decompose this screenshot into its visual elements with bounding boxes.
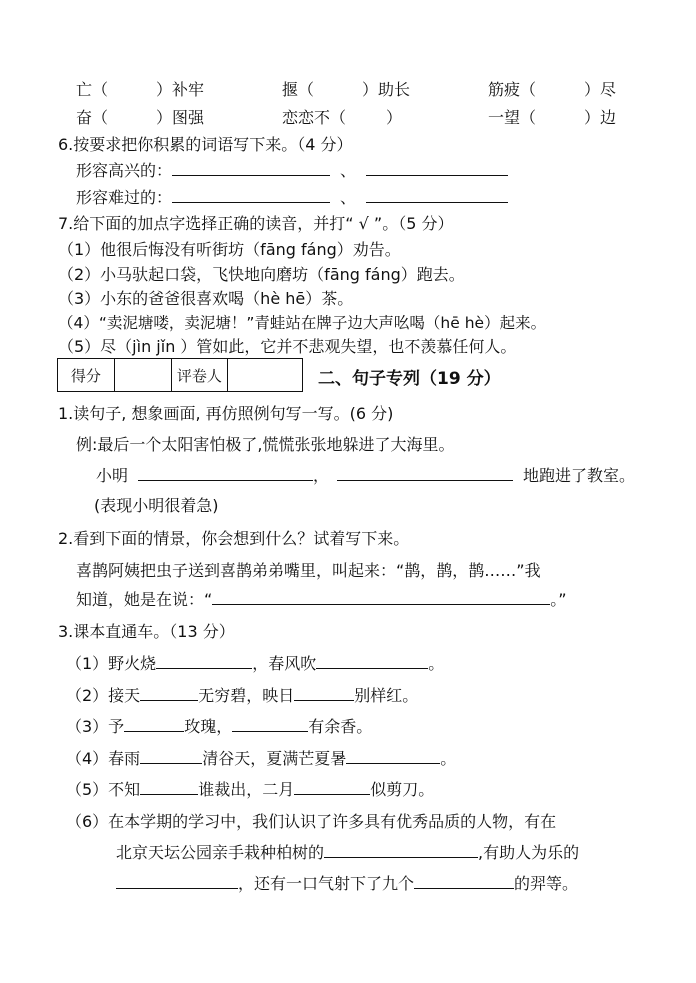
s3-item-6-line-3 bbox=[116, 874, 578, 894]
idiom-3-start: 筋疲（ bbox=[488, 80, 537, 99]
s1-answer-row bbox=[96, 466, 635, 486]
s3-item-3 bbox=[66, 717, 372, 737]
s3-item-4-c: 。 bbox=[440, 749, 457, 768]
score-label: 得分 bbox=[58, 359, 115, 392]
idiom-6-end: ）边 bbox=[584, 108, 617, 127]
s1-blank-2[interactable] bbox=[337, 466, 513, 481]
s3-item-3-c: 有余香。 bbox=[308, 717, 373, 736]
q6-sep-2: 、 bbox=[340, 188, 357, 207]
s3-item-6-b: 北京天坛公园亲手栽种柏树的 bbox=[116, 843, 325, 862]
s2-line-1: 喜鹊阿姨把虫子送到喜鹊弟弟嘴里，叫起来：“鹊，鹊，鹊……”我 bbox=[76, 561, 541, 580]
s3-item-5-c: 似剪刀。 bbox=[370, 780, 435, 799]
s3-item-1-blank-1[interactable] bbox=[156, 654, 252, 669]
s3-item-4-b: 清谷天，夏满芒夏暑 bbox=[202, 749, 347, 768]
q6-sep-1: 、 bbox=[340, 161, 357, 180]
s2-line-2-end: 。” bbox=[550, 590, 567, 609]
idiom-2-start: 揠（ bbox=[282, 80, 315, 99]
s3-item-5 bbox=[66, 780, 434, 800]
idiom-1-end: ）补牢 bbox=[156, 80, 205, 99]
s3-item-6-line-2 bbox=[116, 843, 579, 863]
idiom-4-end: ）图强 bbox=[156, 108, 205, 127]
idiom-row-2b bbox=[282, 108, 402, 128]
s3-item-2 bbox=[66, 686, 418, 706]
idiom-row-1c bbox=[488, 80, 616, 100]
s3-title: 3.课本直通车。（13 分） bbox=[58, 622, 235, 641]
s3-item-1-blank-2[interactable] bbox=[316, 654, 428, 669]
idiom-row-2 bbox=[76, 108, 204, 128]
s3-item-6-blank-2[interactable] bbox=[116, 874, 238, 889]
s3-item-2-blank-2[interactable] bbox=[294, 686, 354, 701]
q7-item-5: （5）尽（jìn jǐn ）管如此，它并不悲观失望，也不羡慕任何人。 bbox=[58, 337, 517, 356]
s1-title: 1.读句子, 想象画面, 再仿照例句写一写。(6 分) bbox=[58, 404, 394, 423]
q7-item-2: （2）小马驮起口袋，飞快地向磨坊（fāng fáng）跑去。 bbox=[58, 265, 465, 284]
q6-title: 6.按要求把你积累的词语写下来。（4 分） bbox=[58, 135, 353, 154]
score-cell[interactable] bbox=[114, 359, 171, 392]
q6-happy-blank-2[interactable] bbox=[366, 161, 508, 176]
s3-item-5-a: （5）不知 bbox=[66, 780, 141, 799]
s3-item-2-blank-1[interactable] bbox=[140, 686, 198, 701]
q7-title: 7.给下面的加点字选择正确的读音，并打“ √ ”。（5 分） bbox=[58, 214, 454, 233]
idiom-1-start: 亡（ bbox=[76, 80, 109, 99]
s3-item-4 bbox=[66, 749, 456, 769]
grader-label: 评卷人 bbox=[171, 359, 228, 392]
q6-happy-row bbox=[76, 161, 508, 181]
idiom-3-end: ）尽 bbox=[584, 80, 617, 99]
s3-item-5-blank-2[interactable] bbox=[294, 780, 370, 795]
s3-item-3-blank-2[interactable] bbox=[232, 717, 308, 732]
s3-item-2-b: 无穷碧，映日 bbox=[198, 686, 295, 705]
s1-note: (表现小明很着急) bbox=[94, 496, 219, 515]
s1-end: 地跑进了教室。 bbox=[523, 466, 636, 485]
idiom-row-1 bbox=[76, 80, 204, 100]
s1-example: 例:最后一个太阳害怕极了,慌慌张张地躲进了大海里。 bbox=[76, 435, 455, 454]
s3-item-6-line-1: （6）在本学期的学习中，我们认识了许多具有优秀品质的人物，有在 bbox=[66, 812, 557, 831]
s1-blank-1[interactable] bbox=[138, 466, 313, 481]
s3-item-5-b: 谁裁出，二月 bbox=[198, 780, 295, 799]
q6-sad-blank-1[interactable] bbox=[172, 188, 330, 203]
s3-item-6-blank-1[interactable] bbox=[324, 843, 478, 858]
q7-item-3: （3）小东的爸爸很喜欢喝（hè hē）茶。 bbox=[58, 289, 354, 308]
s1-comma: ， bbox=[313, 466, 330, 485]
q7-item-4: （4）“卖泥塘喽，卖泥塘！”青蛙站在牌子边大声吆喝（hē hè）起来。 bbox=[58, 314, 547, 332]
s3-item-6-d: ，还有一口气射下了九个 bbox=[238, 874, 415, 893]
idiom-4-start: 奋（ bbox=[76, 108, 109, 127]
idiom-row-2c bbox=[488, 108, 616, 128]
s3-item-6-e: 的羿等。 bbox=[514, 874, 579, 893]
s3-item-3-blank-1[interactable] bbox=[124, 717, 184, 732]
idiom-6-start: 一望（ bbox=[488, 108, 537, 127]
q6-happy-label: 形容高兴的： bbox=[76, 161, 173, 180]
s3-item-5-blank-1[interactable] bbox=[140, 780, 198, 795]
s3-item-1-c: 。 bbox=[428, 654, 445, 673]
q7-item-1: （1）他很后悔没有听街坊（fāng fáng）劝告。 bbox=[58, 240, 401, 259]
idiom-row-1b bbox=[282, 80, 410, 100]
grader-cell[interactable] bbox=[228, 359, 303, 392]
score-table bbox=[57, 358, 303, 392]
idiom-5-end: ） bbox=[386, 108, 403, 127]
s2-blank[interactable] bbox=[212, 590, 550, 605]
s3-item-4-blank-2[interactable] bbox=[346, 749, 440, 764]
s3-item-1-b: ，春风吹 bbox=[252, 654, 317, 673]
s3-item-3-a: （3）予 bbox=[66, 717, 125, 736]
s2-line-2-start: 知道，她是在说：“ bbox=[76, 590, 213, 609]
idiom-2-end: ）助长 bbox=[362, 80, 411, 99]
q6-sad-label: 形容难过的： bbox=[76, 188, 173, 207]
section-2-title: 二、句子专列（19 分） bbox=[318, 369, 501, 389]
q6-happy-blank-1[interactable] bbox=[172, 161, 330, 176]
s2-title: 2.看到下面的情景，你会想到什么？试着写下来。 bbox=[58, 529, 410, 548]
s3-item-6-blank-3[interactable] bbox=[414, 874, 514, 889]
s3-item-3-b: 玫瑰， bbox=[184, 717, 233, 736]
s3-item-2-a: （2）接天 bbox=[66, 686, 141, 705]
idiom-5-start: 恋恋不（ bbox=[282, 108, 347, 127]
q6-sad-blank-2[interactable] bbox=[366, 188, 508, 203]
s1-start: 小明 bbox=[96, 466, 129, 485]
s3-item-1-a: （1）野火烧 bbox=[66, 654, 157, 673]
s3-item-4-a: （4）春雨 bbox=[66, 749, 141, 768]
s3-item-2-c: 别样红。 bbox=[354, 686, 419, 705]
s3-item-4-blank-1[interactable] bbox=[140, 749, 202, 764]
q6-sad-row bbox=[76, 188, 508, 208]
s3-item-1 bbox=[66, 654, 444, 674]
s3-item-6-c: ,有助人为乐的 bbox=[478, 843, 580, 862]
s2-line-2 bbox=[76, 590, 567, 610]
